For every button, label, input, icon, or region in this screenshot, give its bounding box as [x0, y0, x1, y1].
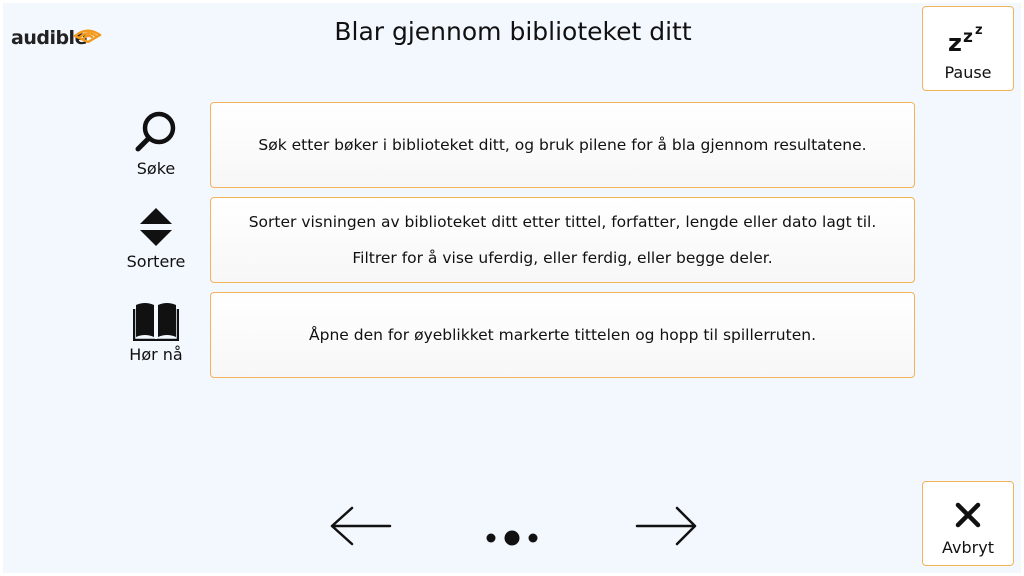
sort-icon [136, 206, 176, 248]
logo-text: audible [11, 27, 87, 49]
listen-label: Hør nå [129, 345, 183, 364]
pause-button[interactable] [922, 6, 1014, 91]
sort-help-card [210, 197, 915, 283]
cancel-button[interactable] [922, 481, 1014, 566]
sort-help-icon [116, 206, 196, 271]
svg-text:z: z [975, 23, 983, 38]
page-indicator [483, 513, 543, 563]
listen-help-text: Åpne den for øyeblikket markerte tittelen og hopp til spillerruten. [309, 326, 816, 344]
listen-help-icon [116, 299, 196, 364]
search-icon [133, 109, 179, 155]
open-book-icon [133, 299, 179, 341]
pause-label: Pause [944, 63, 992, 82]
page-dot [529, 534, 538, 543]
logo-wave-icon [73, 21, 103, 43]
page-title: Blar gjennom biblioteket ditt [334, 17, 692, 46]
page-dot [487, 534, 496, 543]
sort-help-text: Sorter visningen av biblioteket ditt etter tittel, forfatter, lengde eller dato lagt til. [248, 213, 877, 231]
cancel-label: Avbryt [942, 538, 994, 557]
search-help-text: Søk etter bøker i biblioteket ditt, og bruk pilene for å bla gjennom resultatene. [258, 136, 867, 154]
listen-help-card [210, 292, 915, 378]
next-page-button[interactable] [633, 501, 701, 551]
arrow-left-icon [332, 508, 390, 544]
search-help-icon [116, 109, 196, 178]
filter-help-text: Filtrer for å vise uferdig, eller ferdig, eller begge deler. [352, 249, 773, 267]
arrow-right-icon [637, 508, 695, 544]
svg-text:z: z [948, 29, 962, 55]
sort-label: Sortere [126, 252, 186, 271]
previous-page-button[interactable] [328, 501, 396, 551]
svg-text:z: z [963, 27, 973, 47]
search-label: Søke [136, 159, 176, 178]
help-screen [3, 3, 1021, 573]
page-dot-current [505, 531, 520, 546]
close-icon [953, 500, 983, 530]
search-help-card [210, 102, 915, 188]
sleep-icon [946, 21, 990, 55]
